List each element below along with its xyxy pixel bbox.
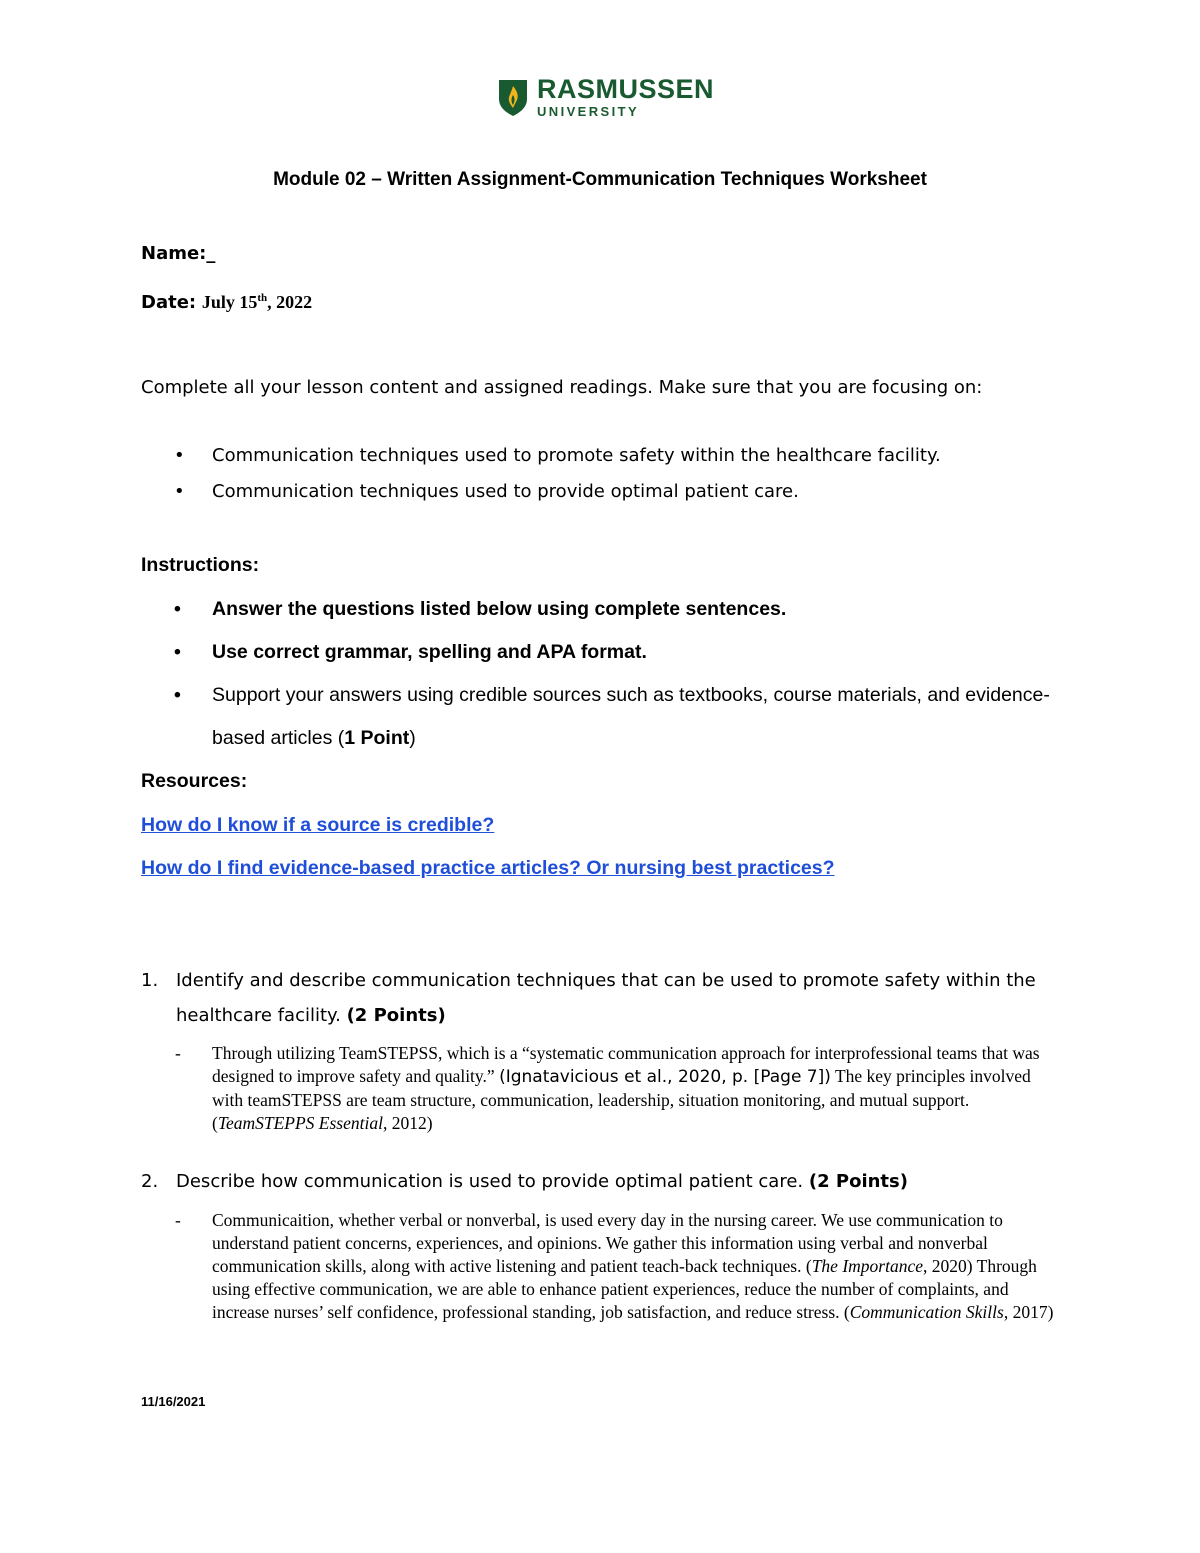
question-points: (2 Points) [346,1005,446,1026]
logo-subtitle: UNIVERSITY [537,104,640,119]
bullet-icon: • [174,684,181,706]
instructions-list [141,588,1091,760]
footer-date: 11/16/2021 [141,1394,206,1409]
bullet-icon: • [174,445,185,466]
date-label: Date: [141,292,197,313]
dash-icon: - [175,1210,181,1230]
question-text: Identify and describe communication techniques that can be used to promote safety within the healthcare facility. [176,970,1036,1026]
bullet-icon: • [174,641,181,663]
question-points: (2 Points) [808,1171,908,1192]
question-2 [141,1164,1061,1199]
question-number: 1. [141,970,159,991]
intro-paragraph: Complete all your lesson content and assigned readings. Make sure that you are focusing on: [141,377,983,398]
list-item: • Support your answers using credible sources such as textbooks, course materials, and evidence-based articles (1 Point) [141,674,1091,760]
list-item: • Communication techniques used to provide optimal patient care. [141,474,1061,510]
list-item: • Answer the questions listed below using complete sentences. [141,588,1091,631]
date-field [141,292,312,313]
university-logo [497,76,714,118]
bullet-icon: • [174,598,181,620]
logo-name: RASMUSSEN [537,74,715,104]
answer-2: - Communicaition, whether verbal or nonverbal, is used every day in the nursing career. We use communication to understand patient concerns, experiences, and opinions. We gather this information using verbal and nonverbal communication skills, along with active listening and patient teach-back techniques. (The Importance, 2020) Through using effective communication, we are able to enhance patient experiences, reduce the number of complaints, and increase nurses’ self confidence, professional standing, job satisfaction, and reduce stress. (Communication Skills, 2017) [175,1210,1054,1322]
list-item: • Use correct grammar, spelling and APA format. [141,631,1091,674]
dash-icon: - [175,1043,181,1063]
citation: (Ignatavicious et al., 2020, p. [Page 7]) [499,1067,831,1087]
instructions-heading: Instructions: [141,554,260,576]
question-1 [141,963,1061,1033]
date-value: July 15th, 2022 [201,292,313,312]
points-label: 1 Point [344,727,410,749]
name-label: Name:_ [141,243,216,264]
name-field [141,243,215,264]
document-title: Module 02 – Written Assignment-Communication Techniques Worksheet [273,169,927,190]
question-number: 2. [141,1171,159,1192]
answer-1: - Through utilizing TeamSTEPSS, which is a “systematic communication approach for interprofessional teams that was designed to improve safety and quality.” (Ignatavicious et al., 2020, p. [Page 7]) The key principles involved with teamSTEPSS are team structure, communication, leadership, situation monitoring, and mutual support. (TeamSTEPPS Essential, 2012) [175,1043,1040,1133]
question-text: Describe how communication is used to provide optimal patient care. [176,1171,804,1192]
evidence-based-link[interactable]: How do I find evidence-based practice articles? Or nursing best practices? [141,857,835,879]
focus-list [141,438,1061,510]
credible-source-link[interactable]: How do I know if a source is credible? [141,814,495,836]
bullet-icon: • [174,481,185,502]
shield-flame-icon [497,77,529,117]
list-item: • Communication techniques used to promote safety within the healthcare facility. [141,438,1061,474]
resources-heading: Resources: [141,770,248,792]
